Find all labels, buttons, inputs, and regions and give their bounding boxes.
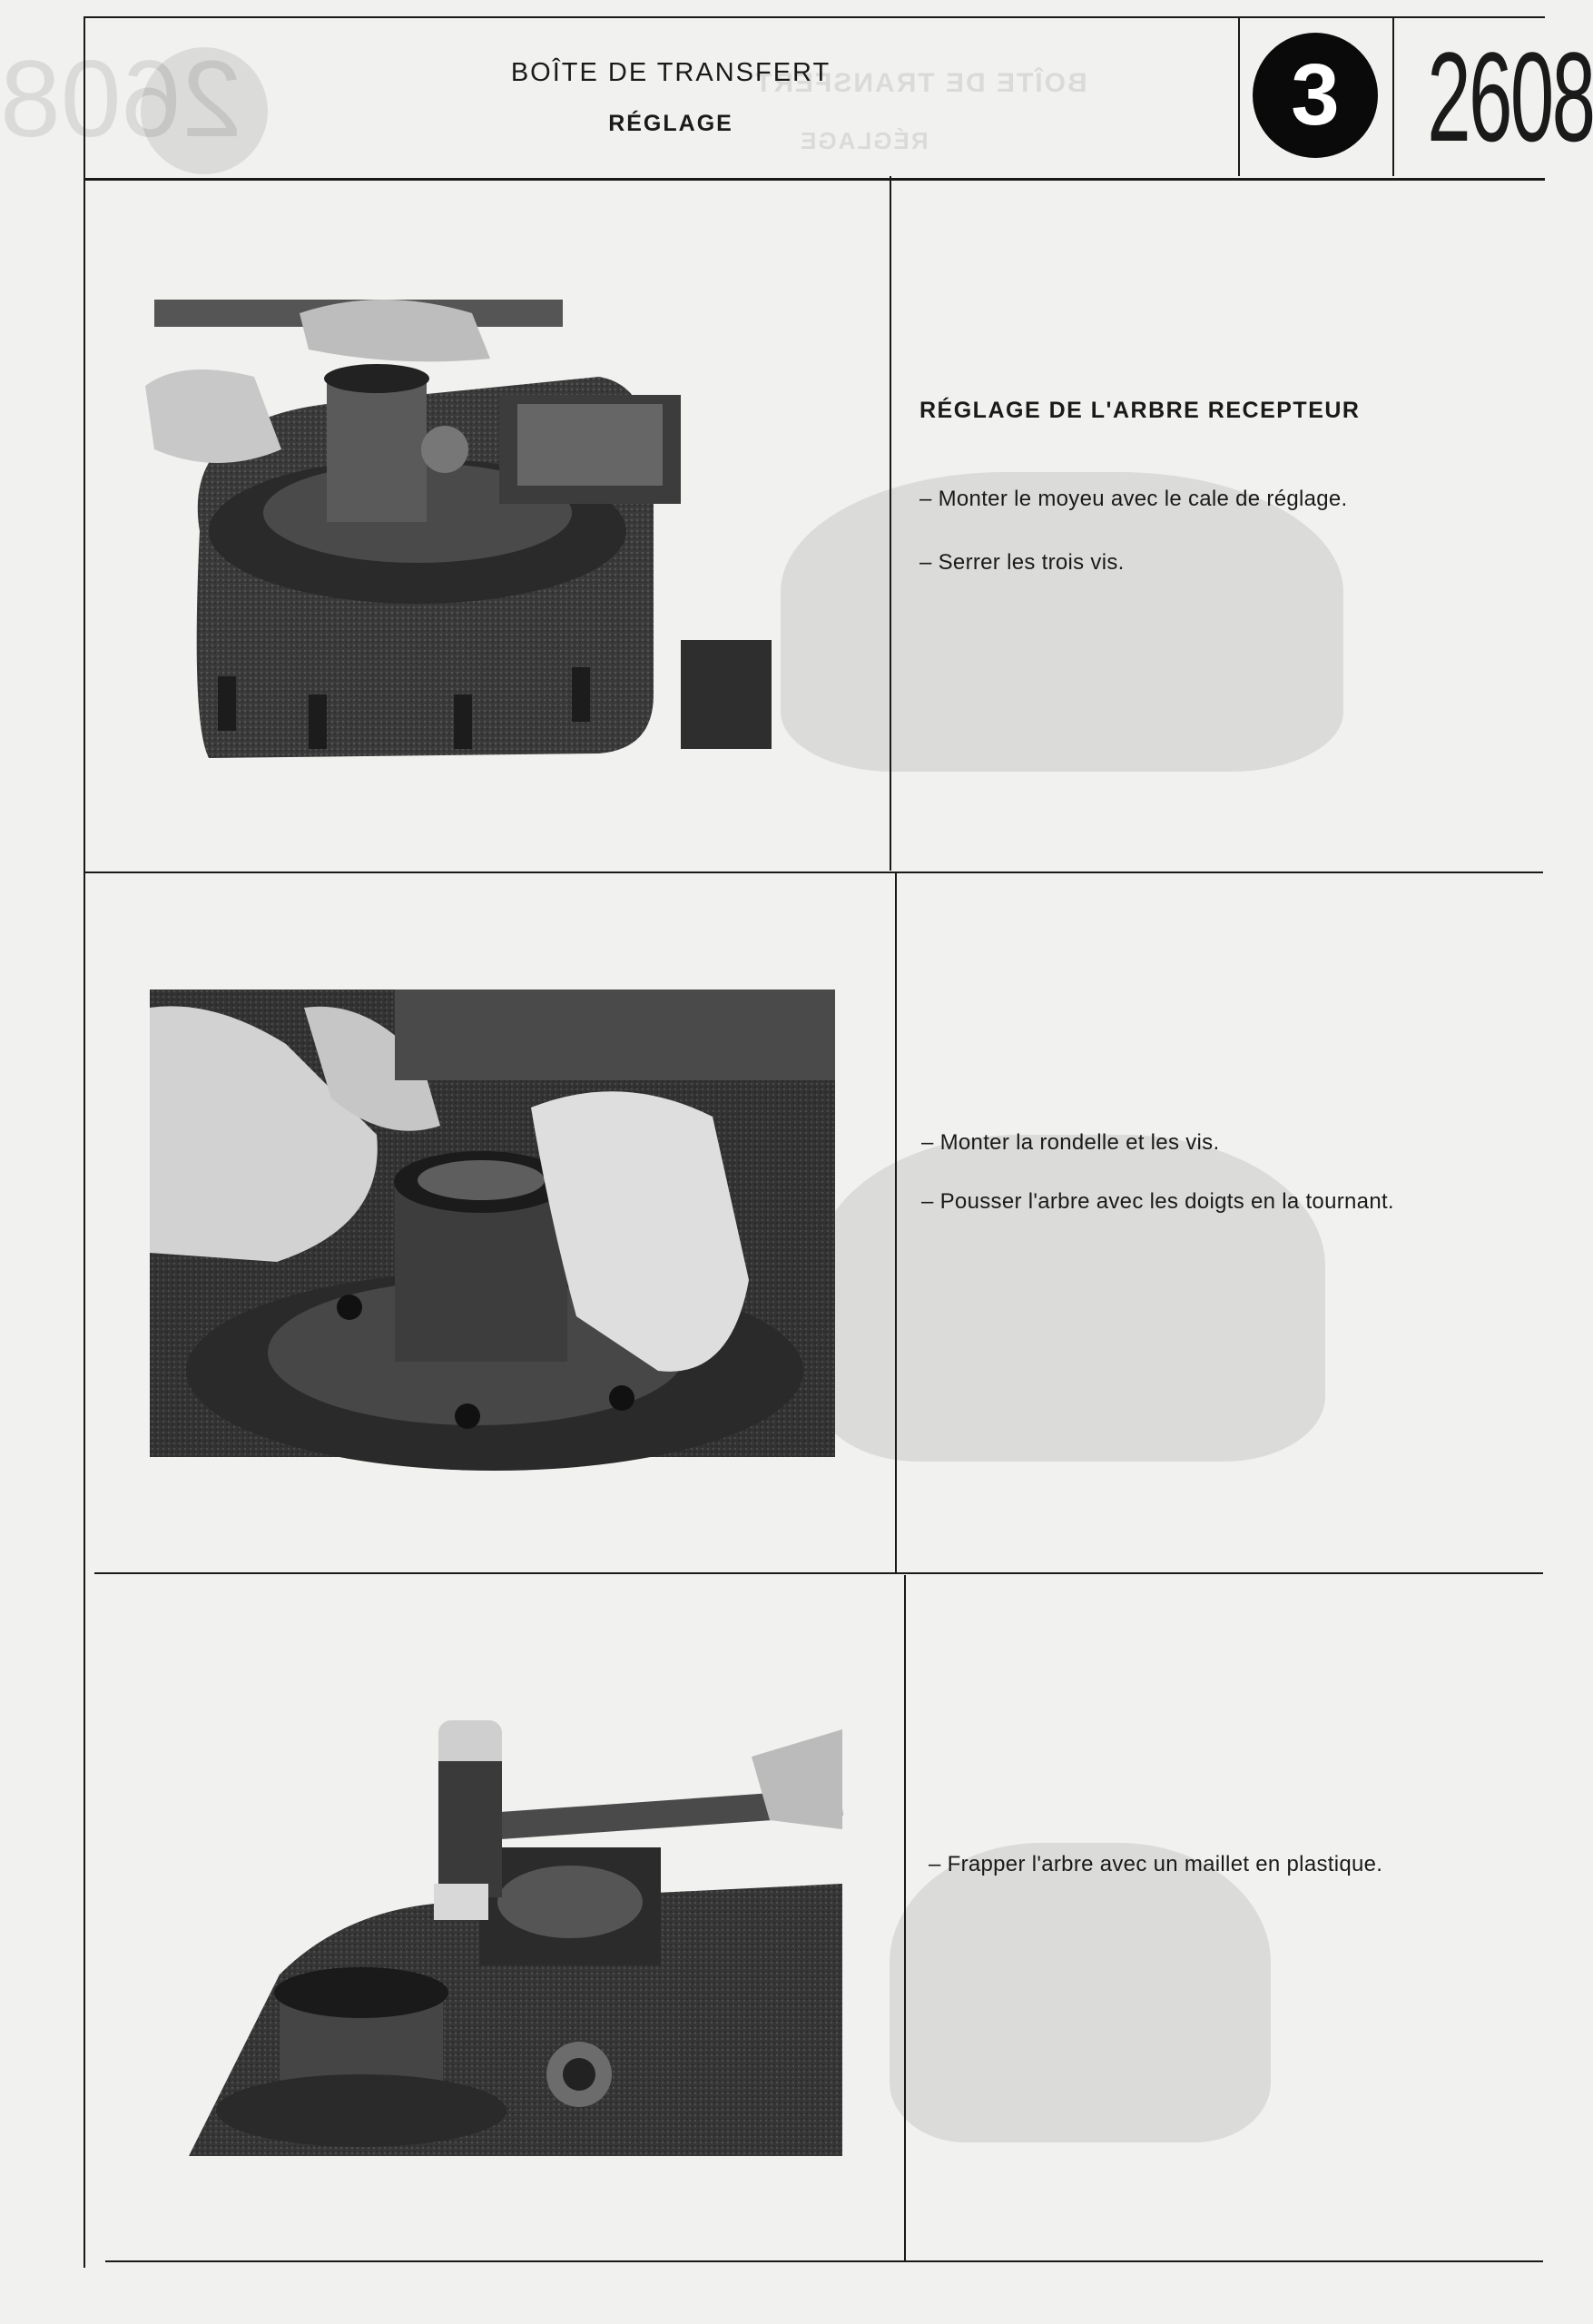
header-divider <box>1392 16 1394 176</box>
instruction-step: – Monter la rondelle et les vis. <box>921 1130 1220 1155</box>
section-heading: RÉGLAGE DE L'ARBRE RECEPTEUR <box>919 398 1361 423</box>
header-title-box <box>85 18 1238 176</box>
bleed-through-number: 2608 <box>0 38 242 160</box>
bleed-through-photo <box>890 1843 1271 2142</box>
page-subtitle: RÉGLAGE <box>608 111 733 136</box>
row-divider <box>85 872 1543 873</box>
header-divider <box>1238 16 1240 176</box>
page-title: BOÎTE DE TRANSFERT <box>510 58 831 87</box>
column-divider <box>895 873 897 1572</box>
bleed-through-title: BOÎTE DE TRANSFERT <box>753 68 1087 98</box>
bleed-through-photo <box>781 472 1343 772</box>
bleed-through-photo <box>817 1135 1325 1462</box>
column-divider <box>890 176 891 871</box>
chapter-badge: 3 <box>1253 33 1378 158</box>
bleed-through-subtitle: RÉGLAGE <box>799 127 929 154</box>
instruction-step: – Monter le moyeu avec le cale de réglage. <box>919 487 1348 511</box>
photo-washer-screws <box>150 990 835 1457</box>
row-divider <box>94 1572 1543 1574</box>
photo-hub-assembly <box>145 295 772 767</box>
instruction-step: – Serrer les trois vis. <box>919 550 1125 575</box>
column-divider <box>904 1575 906 2260</box>
photo-plastic-mallet <box>171 1720 842 2156</box>
instruction-step: – Pousser l'arbre avec les doigts en la tournant. <box>921 1189 1394 1214</box>
instruction-step: – Frapper l'arbre avec un maillet en plastique. <box>929 1852 1383 1876</box>
left-border <box>84 16 85 2268</box>
bottom-border <box>105 2260 1543 2262</box>
page-number: 2608 <box>1427 25 1593 168</box>
